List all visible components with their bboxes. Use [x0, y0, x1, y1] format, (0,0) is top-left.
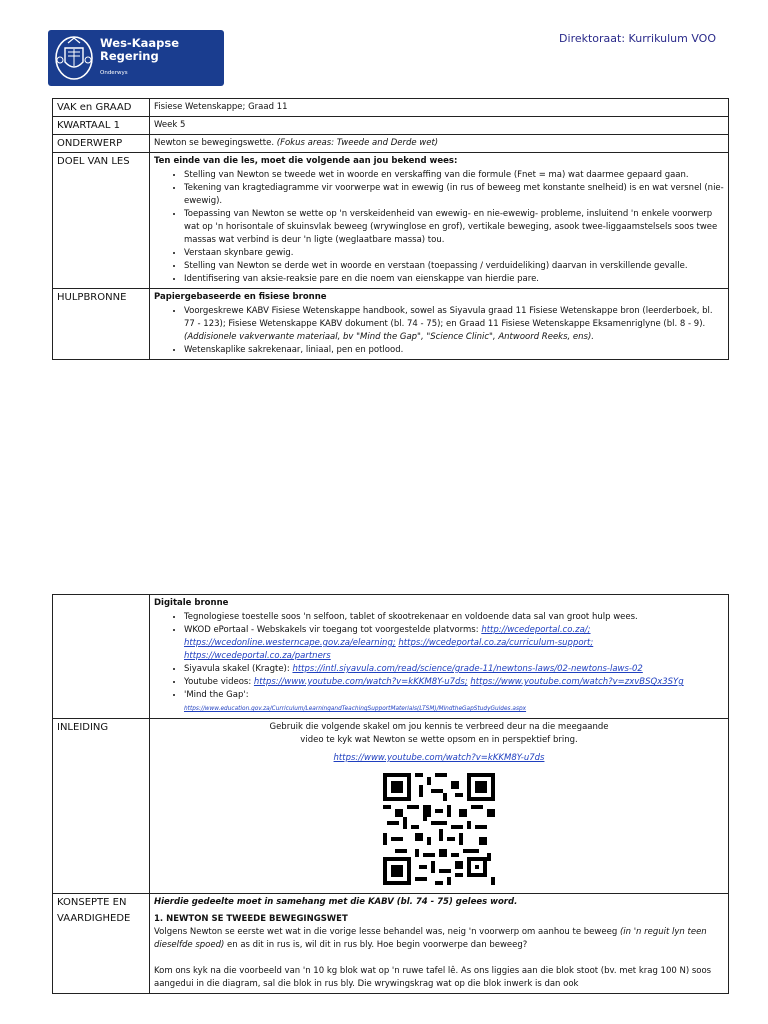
lesson-aim-heading: Ten einde van die les, moet die volgende aan jou bekend wees: [154, 156, 458, 166]
concepts-intro: Hierdie gedeelte moet in samehang met die KABV (bl. 74 - 75) gelees word. [154, 897, 518, 907]
list-item: • Toepassing van Newton se wette op 'n verskeidenheid van ewewig- en nie-ewewig- probleme, insluitend 'n enkele voorwerp wat op 'n horisontale of skuinsvlak beweeg (wrywinglose en grof), vertikale beweging, asook twee-liggaamstelsels soos twee massas wat verbind is deur 'n ligte (weglaatbare massa) tou. [184, 208, 724, 247]
table-row [53, 289, 729, 360]
lesson-detail-table [52, 594, 729, 994]
p1-text-a: Volgens Newton se eerste wet wat in die vorige lesse behandel was, neig 'n voorwerp om aanhou te beweeg [154, 927, 618, 937]
resources-content [150, 289, 729, 360]
table-row [53, 894, 729, 994]
list-item [184, 624, 724, 663]
mind-the-gap-text: 'Mind the Gap': [184, 690, 249, 700]
partners-link[interactable]: https://wcedeportal.co.za/partners [184, 651, 331, 661]
newton-second-law-heading: 1. NEWTON SE TWEEDE BEWEGINGSWET [154, 914, 348, 924]
list-item [184, 676, 724, 689]
western-cape-government-logo [48, 30, 224, 86]
term-label: KWARTAAL 1 [53, 117, 150, 135]
list-item: • Wetenskaplike sakrekenaar, liniaal, pen en potlood. [184, 344, 724, 357]
logo-department: Onderwys [100, 70, 128, 76]
portal-text: WKOD ePortaal - Webskakels vir toegang tot voorgestelde platvorms: [184, 625, 479, 635]
table-row [53, 595, 729, 719]
logo-title-line2: Regering [100, 49, 159, 63]
list-item: • Stelling van Newton se derde wet in woorde en verstaan (toepassing / verduideliking) daarvan in verskillende gevalle. [184, 260, 724, 273]
introduction-line-1: Gebruik die volgende skakel om jou kennis te verbreed deur na die meegaande [269, 722, 609, 732]
resources-list [154, 305, 724, 357]
introduction-label: INLEIDING [53, 719, 150, 894]
term-value: Week 5 [150, 117, 729, 135]
concepts-skills-label [53, 894, 150, 994]
table-row [53, 153, 729, 289]
siyavula-text: Siyavula skakel (Kragte): [184, 664, 290, 674]
list-item: • Verstaan skynbare gewig. [184, 247, 724, 260]
p1-text-b: (in 'n reguit lyn teen dieselfde spoed) [154, 927, 707, 950]
resource-text: Voorgeskrewe KABV Fisiese Wetenskappe handbook, sowel as Siyavula graad 11 Fisiese Wetenskappe bron (leerderboek, bl. 77 - 123); Fisiese Wetenskappe KABV dokument (bl. 74 - 75); en Graad 11 Fisiese Wetenskappe Eksamenriglyne (bl. 8 - 9). [184, 306, 713, 329]
table-row [53, 719, 729, 894]
resources-label: HULPBRONNE [53, 289, 150, 360]
lesson-aim-label: DOEL VAN LES [53, 153, 150, 289]
coat-of-arms-icon [54, 34, 94, 82]
concepts-label-line1: KONSEPTE EN [57, 897, 127, 908]
youtube-text: Youtube videos: [184, 677, 252, 687]
directorate-title: Direktoraat: Kurrikulum VOO [559, 32, 716, 45]
p1-text-c: en as dit in rus is, wil dit in rus bly. Hoe begin voorwerpe dan beweeg? [227, 940, 528, 950]
topic-text: Newton se bewegingswette. [154, 138, 275, 148]
lesson-info-table [52, 98, 729, 360]
table-row [53, 117, 729, 135]
list-item [184, 305, 724, 344]
table-row [53, 135, 729, 153]
concepts-paragraph-1 [154, 926, 724, 952]
introduction-video-link[interactable]: https://www.youtube.com/watch?v=kKKM8Y-u7ds [333, 753, 545, 763]
topic-focus: (Fokus areas: Tweede and Derde wet) [276, 138, 439, 148]
list-item: • Tekening van kragtediagramme vir voorwerpe wat in ewewig (in rus of beweeg met konstante snelheid) is en wat versnel (nie-ewewig). [184, 182, 724, 208]
youtube-link-1[interactable]: https://www.youtube.com/watch?v=kKKM8Y-u7ds; [253, 677, 468, 687]
portal-link[interactable]: http://wcedeportal.co.za/; [481, 625, 591, 635]
introduction-content [150, 719, 729, 894]
logo-title-line1: Wes-Kaapse [100, 36, 180, 50]
youtube-link-2[interactable]: https://www.youtube.com/watch?v=zxvBSQx3SYg [470, 677, 684, 687]
list-item [184, 663, 724, 676]
concepts-paragraph-2: Kom ons kyk na die voorbeeld van 'n 10 kg blok wat op 'n ruwe tafel lê. As ons liggies aan die blok stoot (bv. met krag 100 N) soos aangedui in die diagram, sal die blok in rus bly. Die wrywingskrag wat op die blok inwerk is dan ook [154, 966, 712, 989]
resource-extra: (Addisionele vakverwante materiaal, bv "Mind the Gap", "Science Clinic", Antwoord Reeks, ens). [184, 332, 594, 342]
topic-label: ONDERWERP [53, 135, 150, 153]
concepts-skills-content [150, 894, 729, 994]
list-item: • Identifisering van aksie-reaksie pare en die noem van eienskappe van hierdie pare. [184, 273, 724, 286]
concepts-label-line2: VAARDIGHEDE [57, 913, 131, 924]
subject-grade-value: Fisiese Wetenskappe; Graad 11 [150, 99, 729, 117]
digital-resources-content [150, 595, 729, 719]
list-item: • Stelling van Newton se tweede wet in woorde en verskaffing van die formule (Fnet = ma) wat daarmee gepaard gaan. [184, 169, 724, 182]
siyavula-link[interactable]: https://intl.siyavula.com/read/science/grade-11/newtons-laws/02-newtons-laws-02 [292, 664, 643, 674]
resources-heading: Papiergebaseerde en fisiese bronne [154, 292, 327, 302]
elearning-link[interactable]: https://wcedonline.westerncape.gov.za/elearning; [184, 638, 396, 648]
digital-resources-list [154, 611, 724, 716]
topic-value [150, 135, 729, 153]
list-item: • Tegnologiese toestelle soos 'n selfoon, tablet of skootrekenaar en voldoende data sal van groot hulp wees. [184, 611, 724, 624]
curriculum-support-link[interactable]: https://wcedeportal.co.za/curriculum-support; [398, 638, 594, 648]
table-row [53, 99, 729, 117]
page-header [0, 0, 768, 96]
lesson-aim-content [150, 153, 729, 289]
lesson-aim-list [154, 169, 724, 286]
qr-code-icon[interactable] [383, 769, 495, 889]
empty-label-cell [53, 595, 150, 719]
subject-grade-label: VAK en GRAAD [53, 99, 150, 117]
list-item [184, 689, 724, 716]
introduction-line-2: video te kyk wat Newton se wette opsom en in perspektief bring. [300, 735, 578, 745]
mind-the-gap-link[interactable]: https://www.education.gov.za/Curriculum/LearningandTeachingSupportMaterials(LTSM)/MindtheGapStudyGuides.aspx [184, 706, 527, 712]
digital-resources-heading: Digitale bronne [154, 598, 229, 608]
